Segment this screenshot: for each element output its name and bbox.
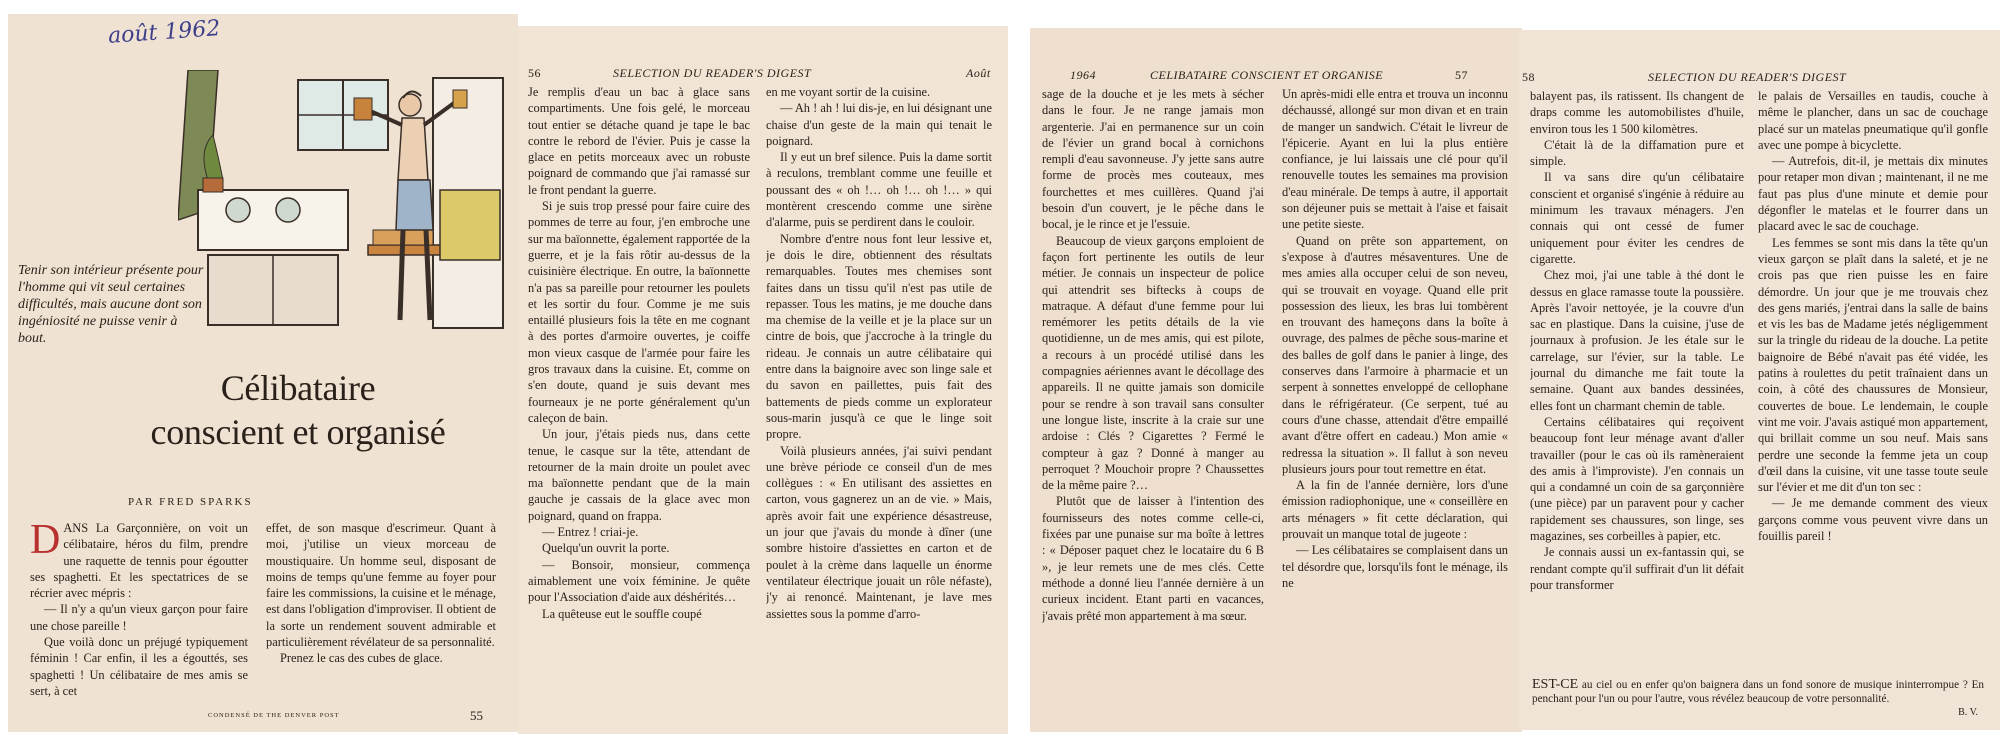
end-note-text: au ciel ou en enfer qu'on baignera dans un fond sonore de musique ininterrompue ? En penchant pour l'un ou pour l'autre, vous révélez beaucoup de votre personnalité. [1532, 679, 1984, 705]
paragraph: — Bonsoir, monsieur, commença aimablement une voix féminine. Je quête pour l'Association d'aide aux déshérités… [528, 557, 750, 605]
page-58 [1518, 30, 2000, 730]
paragraph: — Autrefois, dit-il, je mettais dix minutes pour retaper mon divan ; maintenant, il ne me faut pas plus d'une minute et demie pour dégonfler le matelas et le fourrer dans un placard avec le sac de couchage. [1758, 154, 1988, 234]
p55-column-1 [30, 520, 248, 710]
paragraph: — Ah ! ah ! lui dis-je, en lui désignant une chaise d'un geste de la main qui tenait le poignard. [766, 101, 992, 148]
p56-column-1 [528, 84, 750, 724]
paragraph: sage de la douche et je les mets à sécher dans le four. Je ne range jamais mon argenterie. J'ai en permanence sur un coin de l'évier un grand bocal à cornichons rempli d'eau savonneuse. J'y jette sans autre forme de procès mes couteaux, mes fourchettes et mes cuillères. Quand j'ai besoin d'un couvert, je le pêche dans le bocal, je le rince et je l'essuie. [1042, 87, 1264, 232]
paragraph: Prenez le cas des cubes de glace. [280, 651, 443, 666]
p58-column-1 [1530, 88, 1744, 670]
paragraph: Il y eut un bref silence. Puis la dame sortit à reculons, tremblant comme une feuille et poussant des « oh !… oh !… oh !… » qui montèrent crescendo comme une sirène d'alarme, puis se perdirent dans le couloir. [766, 150, 992, 230]
end-note [1532, 677, 1984, 718]
article-title [88, 366, 508, 454]
page-number: 56 [528, 66, 541, 80]
paragraph: — Il n'y a qu'un vieux garçon pour faire une chose pareille ! [30, 602, 248, 633]
paragraph: Quand on prête son appartement, on s'expose à d'autres mésaventures. Une de mes amies alla occuper celui de son neveu, qui se trouvait en voyage. Quand elle prit possession des lieux, les bras lui tombèrent en trouvant des hameçons dans la boîte à ouvrage, des palmes de pêche sous-marine et des balles de golf dans le panier à linge, des conserves dans l'armoire à pharmacie et un serpent à sonnettes enveloppé de cellophane dans le réfrigérateur. (Ce serpent, tué au cours d'une chasse, attendait d'être empaillé avant d'être offert en cadeau.) Mon amie « redressa la situation ». Il fallut à son neveu plusieurs jours pour tout remettre en état. [1282, 233, 1508, 476]
p55-column-2 [266, 520, 496, 710]
page-number: 58 [1522, 70, 1535, 84]
p57-column-2 [1282, 86, 1508, 726]
paragraph: Nombre d'entre nous font leur lessive et, je dois le dire, obtiennent des résultats remarquables. Toutes mes chemises sont faites dans un tissu qu'il n'est pas utile de repasser. Tous les matins, je me douche dans ma chemise de la veille et je la place sur un cintre de bois, que j'accroche à la tringle du rideau. Je connais un autre célibataire qui entre dans la baignoire avec son linge sale et du savon en paillettes, puis fait des battements de pieds comme un explorateur sous-marin jusqu'à ce que le linge soit propre. [766, 231, 992, 442]
running-head-year: 1964 [1070, 68, 1096, 82]
paragraph: DANS La Garçonnière, on voit un célibataire, héros du film, prendre une raquette de tennis pour égoutter ses spaghetti. Et les spectatrices de se récrier avec mépris : [30, 520, 248, 601]
title-line-1: Célibataire [220, 368, 376, 408]
page-number: 57 [1455, 68, 1468, 82]
p56-column-2 [766, 84, 992, 724]
paragraph: Quelqu'un ouvrit la porte. [542, 541, 670, 556]
page-55 [8, 14, 518, 732]
page-number: 55 [470, 708, 483, 723]
paragraph: Un après-midi elle entra et trouva un inconnu déchaussé, allongé sur mon divan et en train de manger un sandwich. C'était le livreur de l'épicerie. Ayant en lui la plus entière confiance, je lui laissais une clé pour qu'il renouvelle toutes les semaines ma provision d'eau minérale. De temps à autre, il apportait son déjeuner puis se mettait à l'aise et faisait une petite sieste. [1282, 87, 1508, 232]
paragraph: Les femmes se sont mis dans la tête qu'un vieux garçon se plaît dans la saleté, et je ne crois pas que rien puisse les en faire démordre. Un jour que je me trouvais chez des gens mariés, j'entrai dans la salle de bains et vis les bas de Madame jetés négligemment sur la tringle du rideau de la douche. La petite baignoire de Bébé n'avait pas été vidée, les patins à roulettes du petit traînaient dans un coin, à côté des chaussures de Monsieur, couvertes de boue. Le lendemain, le couple vint me voir. J'avais astiqué mon appartement, qui brillait comme un sou neuf. Mais sans perdre une seconde la femme jeta un coup d'œil dans la cuisine, vit une tasse toute seule sur l'évier et me dit d'un ton sec : [1758, 235, 1988, 495]
paragraph: effet, de son masque d'escrimeur. Quant à moi, j'utilise un vieux morceau de moustiquaire. Un homme seul, disposant de moins de temps qu'une femme au foyer pour faire les commissions, la cuisine et le ménage, est dans l'obligation d'improviser. Il obtient de la sorte un rendement souvent admirable et particulièrement révélateur de sa personnalité. [266, 521, 496, 650]
running-head-title: SELECTION DU READER'S DIGEST [1648, 70, 1847, 84]
paragraph: — Les célibataires se complaisent dans un tel désordre que, lorsqu'ils font le ménage, ils ne [1282, 543, 1508, 590]
paragraph: Voilà plusieurs années, j'ai suivi pendant une brève période ce conseil d'un de mes collègues : « En utilisant des assiettes en carton, vous gagnerez un an de vie. » Mais, après avoir fait une expérience désastreuse, un jour que j'avais du monde à dîner (une sombre histoire d'assiettes en carton et de poulet à la crème dans laquelle un énorme ventilateur électrique jouait un rôle néfaste), j'y ai renoncé. Maintenant, je lave mes assiettes sous la pomme d'arro- [766, 443, 992, 621]
paragraph: balayent pas, ils ratissent. Ils changent de draps comme les automobilistes d'huile, environ tous les 1 500 kilomètres. [1530, 89, 1744, 136]
paragraph: Il va sans dire qu'un célibataire conscient et organisé s'ingénie à réduire au minimum les travaux ménagers. J'en connais qui ont cessé de fumer uniquement pour éviter les cendres de cigarette. [1530, 170, 1744, 266]
paragraph: Si je suis trop pressé pour faire cuire des pommes de terre au four, j'en embroche une sur ma baïonnette, également rapportée de la guerre, et je la fais rôtir au-dessus de la cuisinière électrique. En outre, la baïonnette n'a pas sa pareille pour retourner les poulets et les sortir du four. Comme je me suis entaillé plusieurs fois la tête en me cognant à des portes d'armoire ouvertes, je coiffe mon vieux casque de l'armée pour faire les gros travaux dans la cuisine. Et, comme on s'en doute, quand je suis devant mes fourneaux je ne porte généralement qu'un caleçon de bain. [528, 199, 750, 425]
drop-cap: D [30, 520, 61, 563]
paragraph: Je remplis d'eau un bac à glace sans compartiments. Une fois gelé, le morceau tout entier se détache quand je tape le bac contre le rebord de l'évier. Puis je casse la glace en petits morceaux avec un robuste poignard de commando que j'ai ramassé sur le front pendant la guerre. [528, 85, 750, 197]
paragraph: Plutôt que de laisser à l'intention des fournisseurs des notes comme celle-ci, fixées par une punaise sur ma boîte à lettres : « Déposer paquet chez le locataire du 6 B », je leur remets une de mes clés. Cette méthode a donné lieu l'année dernière à un curieux incident. Etant parti en vacances, j'avais prêté mon appartement à ma sœur. [1042, 494, 1264, 623]
paragraph: Un jour, j'étais pieds nus, dans cette tenue, le casque sur la tête, attendant de retourner de la main droite un poulet avec ma baïonnette pendant que de la main gauche je cassais de la glace avec mon poignard, quand on frappa. [528, 427, 750, 523]
intro-caption: Tenir son intérieur présente pour l'homme qui vit seul certaines difficultés, mais aucune dont son ingéniosité ne puisse venir à bout. [18, 263, 204, 346]
paragraph: Beaucoup de vieux garçons emploient de façon fort pertinente les outils de leur métier. Je connais un inspecteur de police qui attendrit ses biftecks à coups de matraque. A défaut d'une femme pour lui remémorer les petits détails de la vie quotidienne, un de mes amis, qui est pilote, a recours à un procédé utilisé dans les compagnies aériennes avant le décollage des appareils. Il ne quitte jamais son domicile pour se rendre à son travail sans consulter une longue liste, inscrite à la craie sur une ardoise : Clés ? Cigarettes ? Fermé le compteur à gaz ? Donné à manger au perroquet ? Mouchoir propre ? Chaussettes de la même paire ?… [1042, 233, 1264, 493]
paragraph: Chez moi, j'ai une table à thé dont le dessus en glace ramasse toute la poussière. Après l'avoir nettoyée, je la couvre d'un sac en plastique. Dans la cuisine, j'use de journaux à profusion. Je les étale sur le carrelage, sur l'évier, sur la table. Le journal du dimanche me fait toute la semaine. Quant aux bandes dessinées, elles font un charmant chemin de table. [1530, 268, 1744, 413]
p57-column-1 [1042, 86, 1264, 726]
source-footnote: CONDENSÉ DE THE DENVER POST [208, 712, 340, 719]
paragraph: en me voyant sortir de la cuisine. [766, 85, 931, 99]
running-head-title: SELECTION DU READER'S DIGEST [613, 66, 812, 80]
page-57 [1030, 28, 1522, 732]
end-note-signature: B. V. [1958, 707, 1978, 718]
p58-column-2 [1758, 88, 1988, 670]
paragraph: le palais de Versailles en taudis, couche à même le plancher, dans un sac de couchage placé sur un matelas pneumatique qu'il gonfle avec une pompe à bicyclette. [1758, 89, 1988, 152]
title-line-2: conscient et organisé [150, 412, 446, 452]
handwritten-date: août 1962 [107, 16, 222, 49]
paragraph: Je connais aussi un ex-fantassin qui, se rendant compte qu'il suffirait d'un lit défait pour transformer [1530, 545, 1744, 592]
paragraph: Que voilà donc un préjugé typiquement féminin ! Car enfin, il les a égouttés, ses spaghetti ! Un célibataire de mes amis se sert, à cet [30, 635, 248, 698]
running-head-title: CELIBATAIRE CONSCIENT ET ORGANISE [1150, 68, 1384, 82]
paragraph: — Entrez ! criai-je. [542, 525, 639, 540]
paragraph: — Je me demande comment des vieux garçons comme vous peuvent vivre dans un fouillis pareil ! [1758, 496, 1988, 544]
paragraph: La quêteuse eut le souffle coupé [542, 606, 702, 621]
kitchen-illustration [178, 70, 508, 338]
paragraph: C'était là de la diffamation pure et simple. [1530, 137, 1744, 169]
running-head-month: Août [966, 66, 991, 80]
paragraph: A la fin de l'année dernière, lors d'une émission radiophonique, une « conseillère en arts ménagers » fit cette déclaration, qui prouvait un manque total de jugeote : [1282, 478, 1508, 542]
end-note-lead: EST-CE [1532, 677, 1579, 692]
paragraph: Certains célibataires qui reçoivent beaucoup font leur ménage avant d'aller travailler (pour le cas où ils ramèneraient des amis à l'improviste). J'en connais un qui a condamné un coin de sa garçonnière (une pièce) par un paravent pour y cacher rapidement ses chaussures, son linge, ses magazines, ses corbeilles à papier, etc. [1530, 414, 1744, 544]
page-56 [518, 26, 1008, 734]
byline: PAR FRED SPARKS [128, 496, 253, 508]
